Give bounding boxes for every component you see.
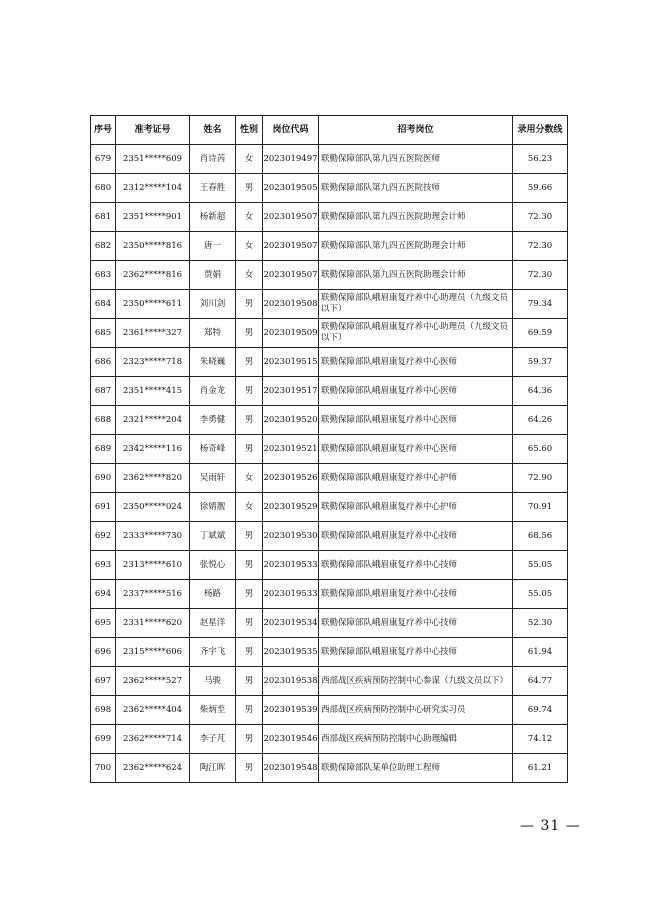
cell-position: 联勤保障部队峨眉康复疗养中心护师: [319, 464, 513, 493]
cell-exam-id: 2362*****404: [116, 696, 190, 725]
cell-score: 59.66: [513, 174, 568, 203]
cell-seq: 695: [91, 609, 116, 638]
cell-gender: 男: [236, 435, 263, 464]
cell-name: 杨新超: [190, 203, 236, 232]
cell-score: 52.30: [513, 609, 568, 638]
cell-seq: 690: [91, 464, 116, 493]
cell-name: 马骏: [190, 667, 236, 696]
cell-gender: 男: [236, 522, 263, 551]
cell-name: 杨路: [190, 580, 236, 609]
cell-seq: 699: [91, 725, 116, 754]
cell-score: 68.56: [513, 522, 568, 551]
cell-score: 69.59: [513, 319, 568, 348]
cell-gender: 男: [236, 319, 263, 348]
cell-gender: 男: [236, 406, 263, 435]
cell-name: 唐一: [190, 232, 236, 261]
table-row: [91, 290, 568, 319]
cell-name: 柴炳至: [190, 696, 236, 725]
cell-seq: 697: [91, 667, 116, 696]
cell-gender: 女: [236, 493, 263, 522]
cell-name: 陶江晖: [190, 754, 236, 783]
cell-name: 吴雨轩: [190, 464, 236, 493]
admission-score-table: [90, 115, 568, 783]
cell-name: 贾娟: [190, 261, 236, 290]
cell-position-code: 2023019505: [263, 174, 319, 203]
cell-seq: 681: [91, 203, 116, 232]
cell-name: 丁斌斌: [190, 522, 236, 551]
cell-gender: 女: [236, 145, 263, 174]
cell-name: 赵星洋: [190, 609, 236, 638]
cell-position: 西部战区疾病预防控制中心助理编辑: [319, 725, 513, 754]
cell-position: 联勤保障部队峨眉康复疗养中心医师: [319, 435, 513, 464]
cell-gender: 男: [236, 174, 263, 203]
table-row: [91, 464, 568, 493]
cell-position: 联勤保障部队峨眉康复疗养中心技师: [319, 638, 513, 667]
header-score-line: 录用分数线: [513, 116, 568, 145]
cell-seq: 698: [91, 696, 116, 725]
cell-exam-id: 2331*****620: [116, 609, 190, 638]
cell-score: 70.91: [513, 493, 568, 522]
cell-position-code: 2023019517: [263, 377, 319, 406]
cell-gender: 男: [236, 377, 263, 406]
cell-position-code: 2023019538: [263, 667, 319, 696]
cell-position: 联勤保障部队峨眉康复疗养中心医师: [319, 406, 513, 435]
cell-position-code: 2023019530: [263, 522, 319, 551]
cell-score: 69.74: [513, 696, 568, 725]
table-row: [91, 754, 568, 783]
cell-gender: 男: [236, 551, 263, 580]
cell-position-code: 2023019539: [263, 696, 319, 725]
cell-name: 徐婧靓: [190, 493, 236, 522]
cell-gender: 女: [236, 232, 263, 261]
cell-name: 张悦心: [190, 551, 236, 580]
cell-seq: 679: [91, 145, 116, 174]
cell-seq: 680: [91, 174, 116, 203]
cell-score: 61.21: [513, 754, 568, 783]
table-row: [91, 232, 568, 261]
header-name: 姓名: [190, 116, 236, 145]
cell-score: 64.26: [513, 406, 568, 435]
cell-seq: 683: [91, 261, 116, 290]
header-gender: 性别: [236, 116, 263, 145]
header-exam-id: 准考证号: [116, 116, 190, 145]
cell-score: 59.37: [513, 348, 568, 377]
cell-gender: 女: [236, 203, 263, 232]
table-row: [91, 406, 568, 435]
cell-position: 联勤保障部队第九四五医院助理会计师: [319, 203, 513, 232]
page-number: — 31 —: [520, 818, 581, 834]
cell-seq: 700: [91, 754, 116, 783]
cell-gender: 男: [236, 609, 263, 638]
cell-name: 李勇健: [190, 406, 236, 435]
cell-position-code: 2023019508: [263, 290, 319, 319]
cell-seq: 693: [91, 551, 116, 580]
cell-exam-id: 2350*****024: [116, 493, 190, 522]
cell-score: 72.30: [513, 261, 568, 290]
cell-exam-id: 2351*****609: [116, 145, 190, 174]
table-row: [91, 522, 568, 551]
cell-gender: 女: [236, 261, 263, 290]
cell-position: 联勤保障部队峨眉康复疗养中心医师: [319, 377, 513, 406]
cell-seq: 694: [91, 580, 116, 609]
cell-name: 王春胜: [190, 174, 236, 203]
cell-score: 55.05: [513, 580, 568, 609]
cell-position: 联勤保障部队峨眉康复疗养中心技师: [319, 580, 513, 609]
table-row: [91, 667, 568, 696]
cell-position-code: 2023019521: [263, 435, 319, 464]
cell-position: 联勤保障部队某单位助理工程师: [319, 754, 513, 783]
cell-position: 联勤保障部队第九四五医院助理会计师: [319, 261, 513, 290]
table-header-row: [91, 116, 568, 145]
cell-exam-id: 2342*****116: [116, 435, 190, 464]
cell-seq: 682: [91, 232, 116, 261]
cell-gender: 男: [236, 580, 263, 609]
cell-position: 联勤保障部队峨眉康复疗养中心技师: [319, 609, 513, 638]
cell-gender: 男: [236, 290, 263, 319]
table-row: [91, 638, 568, 667]
cell-position-code: 2023019546: [263, 725, 319, 754]
cell-seq: 684: [91, 290, 116, 319]
cell-score: 64.36: [513, 377, 568, 406]
cell-exam-id: 2351*****901: [116, 203, 190, 232]
cell-position: 联勤保障部队峨眉康复疗养中心技师: [319, 522, 513, 551]
cell-position: 西部战区疾病预防控制中心研究实习员: [319, 696, 513, 725]
cell-exam-id: 2321*****204: [116, 406, 190, 435]
cell-exam-id: 2362*****816: [116, 261, 190, 290]
cell-name: 杨奇峰: [190, 435, 236, 464]
cell-position-code: 2023019535: [263, 638, 319, 667]
cell-gender: 男: [236, 725, 263, 754]
cell-gender: 男: [236, 638, 263, 667]
cell-exam-id: 2313*****610: [116, 551, 190, 580]
cell-exam-id: 2350*****611: [116, 290, 190, 319]
cell-exam-id: 2362*****714: [116, 725, 190, 754]
cell-position: 联勤保障部队第九四五医院助理会计师: [319, 232, 513, 261]
table-row: [91, 435, 568, 464]
table-row: [91, 696, 568, 725]
cell-exam-id: 2350*****816: [116, 232, 190, 261]
cell-score: 72.90: [513, 464, 568, 493]
header-position-code: 岗位代码: [263, 116, 319, 145]
cell-position-code: 2023019515: [263, 348, 319, 377]
header-position: 招考岗位: [319, 116, 513, 145]
cell-seq: 686: [91, 348, 116, 377]
cell-exam-id: 2351*****415: [116, 377, 190, 406]
cell-gender: 男: [236, 754, 263, 783]
table-row: [91, 609, 568, 638]
cell-seq: 688: [91, 406, 116, 435]
cell-position-code: 2023019497: [263, 145, 319, 174]
cell-seq: 692: [91, 522, 116, 551]
cell-position: 联勤保障部队峨眉康复疗养中心医师: [319, 348, 513, 377]
cell-name: 李子芃: [190, 725, 236, 754]
cell-gender: 男: [236, 667, 263, 696]
table-row: [91, 725, 568, 754]
table-row: [91, 551, 568, 580]
table-row: [91, 145, 568, 174]
table-row: [91, 174, 568, 203]
cell-position-code: 2023019520: [263, 406, 319, 435]
cell-score: 74.12: [513, 725, 568, 754]
cell-score: 56.23: [513, 145, 568, 174]
cell-position-code: 2023019529: [263, 493, 319, 522]
cell-exam-id: 2323*****718: [116, 348, 190, 377]
cell-seq: 687: [91, 377, 116, 406]
cell-exam-id: 2337*****516: [116, 580, 190, 609]
cell-score: 79.34: [513, 290, 568, 319]
table-row: [91, 377, 568, 406]
cell-position-code: 2023019507: [263, 203, 319, 232]
cell-position: 联勤保障部队峨眉康复疗养中心助理员（九级文员以下）: [319, 290, 513, 319]
cell-name: 郑特: [190, 319, 236, 348]
table-row: [91, 261, 568, 290]
cell-position-code: 2023019507: [263, 261, 319, 290]
header-seq: 序号: [91, 116, 116, 145]
cell-score: 65.60: [513, 435, 568, 464]
cell-position: 联勤保障部队第九四五医院医师: [319, 145, 513, 174]
cell-name: 齐宇飞: [190, 638, 236, 667]
table-row: [91, 319, 568, 348]
cell-name: 刘川剑: [190, 290, 236, 319]
cell-exam-id: 2333*****730: [116, 522, 190, 551]
cell-exam-id: 2315*****606: [116, 638, 190, 667]
cell-name: 肖金龙: [190, 377, 236, 406]
cell-exam-id: 2312*****104: [116, 174, 190, 203]
cell-position-code: 2023019533: [263, 580, 319, 609]
cell-position: 西部战区疾病预防控制中心参谋（九级文员以下）: [319, 667, 513, 696]
table-row: [91, 493, 568, 522]
cell-seq: 685: [91, 319, 116, 348]
cell-exam-id: 2362*****820: [116, 464, 190, 493]
table-row: [91, 203, 568, 232]
cell-score: 55.05: [513, 551, 568, 580]
table-row: [91, 580, 568, 609]
cell-name: 朱晓巍: [190, 348, 236, 377]
cell-score: 72.30: [513, 203, 568, 232]
cell-seq: 689: [91, 435, 116, 464]
cell-position-code: 2023019507: [263, 232, 319, 261]
cell-position-code: 2023019509: [263, 319, 319, 348]
cell-position: 联勤保障部队峨眉康复疗养中心助理员（九级文员以下）: [319, 319, 513, 348]
cell-gender: 男: [236, 696, 263, 725]
cell-score: 72.30: [513, 232, 568, 261]
cell-position-code: 2023019534: [263, 609, 319, 638]
cell-position: 联勤保障部队峨眉康复疗养中心技师: [319, 551, 513, 580]
cell-name: 肖诗芮: [190, 145, 236, 174]
cell-position-code: 2023019526: [263, 464, 319, 493]
cell-position: 联勤保障部队第九四五医院技师: [319, 174, 513, 203]
cell-position: 联勤保障部队峨眉康复疗养中心护师: [319, 493, 513, 522]
cell-seq: 696: [91, 638, 116, 667]
cell-gender: 女: [236, 464, 263, 493]
table-row: [91, 348, 568, 377]
cell-seq: 691: [91, 493, 116, 522]
cell-exam-id: 2362*****624: [116, 754, 190, 783]
cell-score: 61.94: [513, 638, 568, 667]
cell-gender: 男: [236, 348, 263, 377]
cell-position-code: 2023019548: [263, 754, 319, 783]
cell-exam-id: 2362*****527: [116, 667, 190, 696]
cell-exam-id: 2361*****327: [116, 319, 190, 348]
cell-position-code: 2023019533: [263, 551, 319, 580]
cell-score: 64.77: [513, 667, 568, 696]
table-body: [91, 145, 568, 783]
